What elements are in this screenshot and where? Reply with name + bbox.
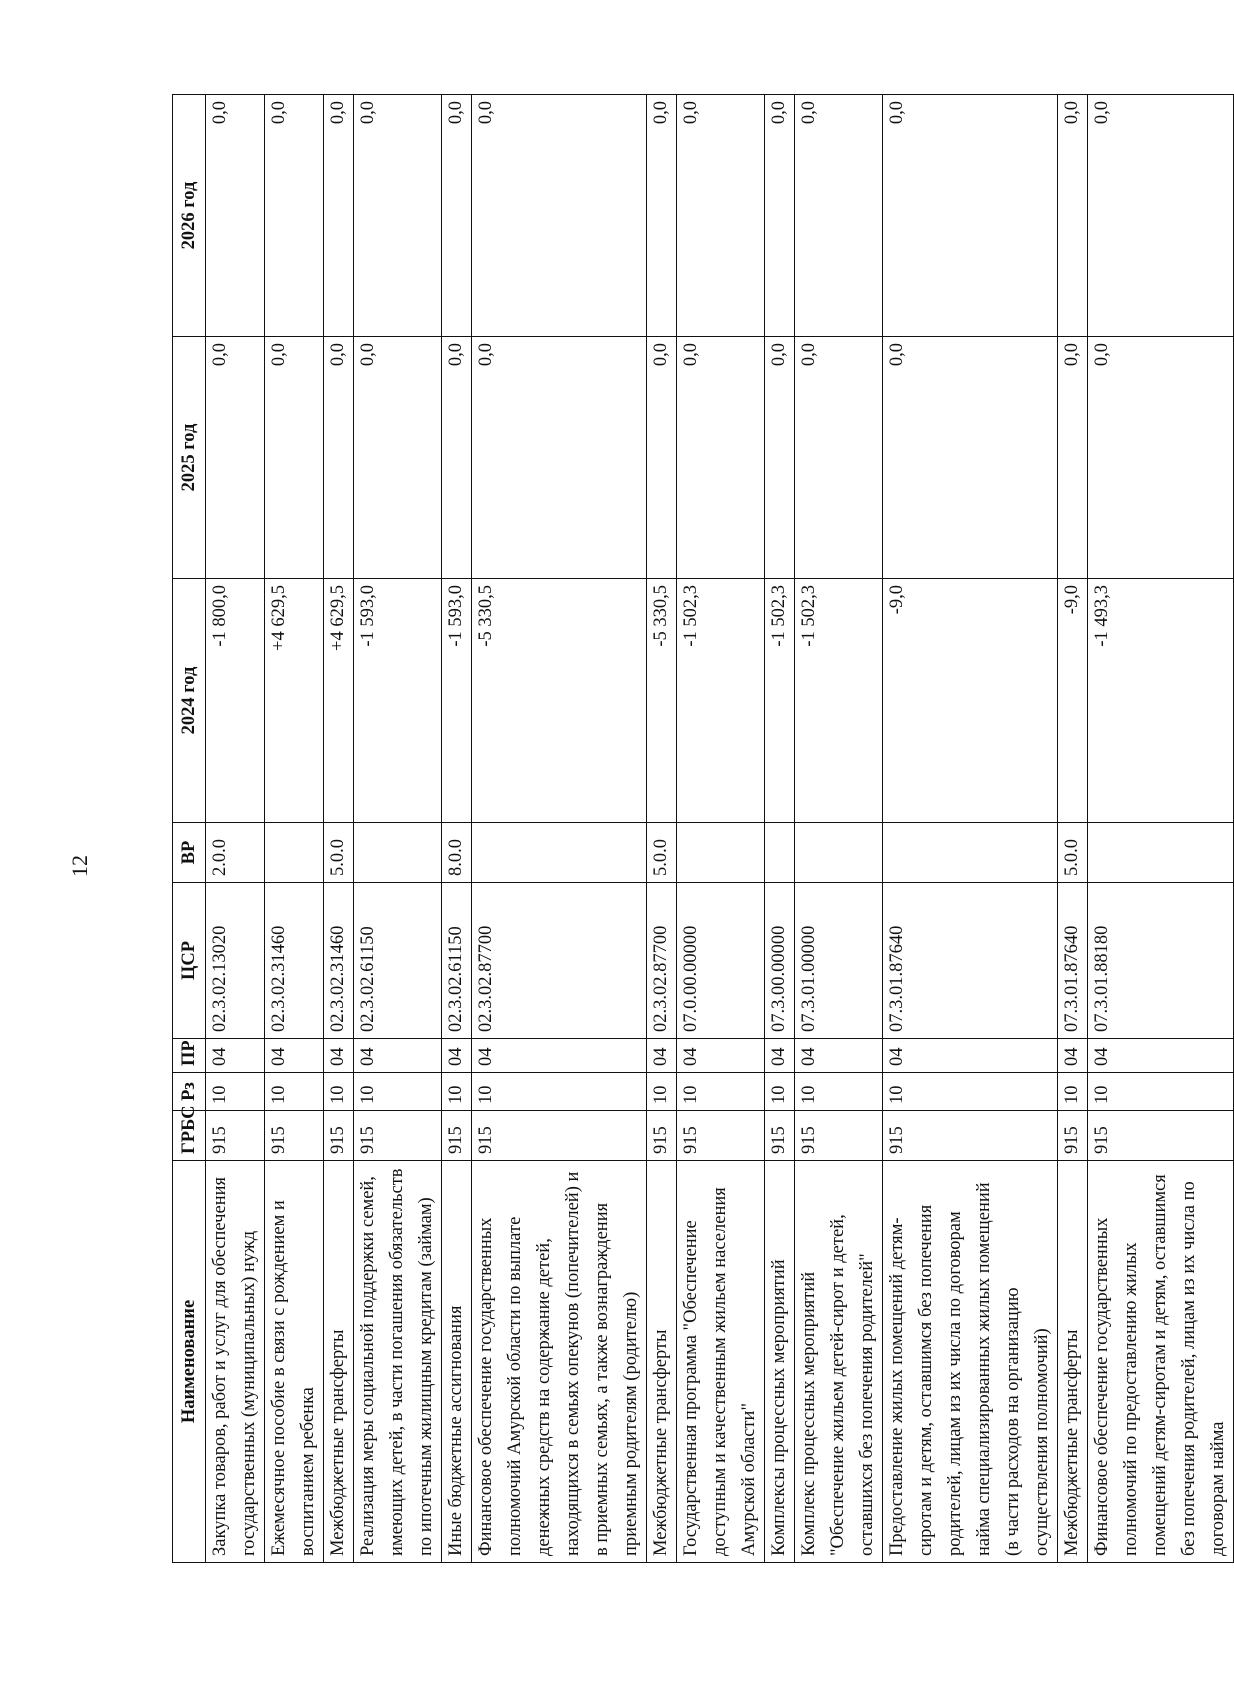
header-2024: 2024 год — [173, 579, 206, 823]
cell-pr: 04 — [765, 1039, 795, 1073]
cell-2024: -1 502,3 — [765, 579, 795, 823]
cell-csr: 02.3.02.31460 — [265, 883, 324, 1039]
cell-2026: 0,0 — [647, 95, 677, 337]
cell-csr: 07.3.01.87640 — [1058, 883, 1088, 1039]
cell-pr: 04 — [1088, 1039, 1234, 1073]
cell-rz: 10 — [883, 1073, 1058, 1111]
header-grbs: ГРБС — [173, 1111, 206, 1161]
cell-2026: 0,0 — [1058, 95, 1088, 337]
table-row — [647, 95, 677, 1563]
cell-vr — [265, 823, 324, 883]
table-row — [206, 95, 265, 1563]
cell-pr: 04 — [677, 1039, 765, 1073]
cell-2026: 0,0 — [206, 95, 265, 337]
cell-vr: 5.0.0 — [1058, 823, 1088, 883]
table-row — [1058, 95, 1088, 1563]
cell-grbs: 915 — [1058, 1111, 1088, 1161]
cell-vr — [1088, 823, 1234, 883]
cell-rz: 10 — [795, 1073, 883, 1111]
cell-name: Предоставление жилых помещений детям-сиротам и детям, оставшимся без попечения родителей, лицам из их числа по договорам найма специализированных жилых помещений (в части расходов на организацию осуществления полномочий) — [883, 1161, 1058, 1563]
table-row — [324, 95, 354, 1563]
cell-rz: 10 — [647, 1073, 677, 1111]
cell-vr — [677, 823, 765, 883]
page-number: 12 — [67, 855, 92, 877]
header-2026: 2026 год — [173, 95, 206, 337]
table-row — [677, 95, 765, 1563]
cell-grbs: 915 — [647, 1111, 677, 1161]
cell-2025: 0,0 — [265, 337, 324, 579]
cell-pr: 04 — [472, 1039, 647, 1073]
cell-2025: 0,0 — [472, 337, 647, 579]
cell-2025: 0,0 — [765, 337, 795, 579]
cell-2024: -9,0 — [883, 579, 1058, 823]
cell-vr — [472, 823, 647, 883]
cell-2024: -1 493,3 — [1088, 579, 1234, 823]
table-header-row — [173, 95, 206, 1563]
table-row — [354, 95, 442, 1563]
cell-2026: 0,0 — [1088, 95, 1234, 337]
cell-grbs: 915 — [324, 1111, 354, 1161]
cell-pr: 04 — [647, 1039, 677, 1073]
table-row — [265, 95, 324, 1563]
header-name: Наименование — [173, 1161, 206, 1563]
cell-vr: 8.0.0 — [442, 823, 472, 883]
cell-name: Финансовое обеспечение государственных полномочий Амурской области по выплате денежных средств на содержание детей, находящихся в семьях опекунов (попечителей) и в приемных семьях, а также вознаграждения приемным родителям (родителю) — [472, 1161, 647, 1563]
cell-rz: 10 — [354, 1073, 442, 1111]
cell-rz: 10 — [324, 1073, 354, 1111]
cell-grbs: 915 — [472, 1111, 647, 1161]
cell-pr: 04 — [354, 1039, 442, 1073]
table-row — [795, 95, 883, 1563]
table-row — [765, 95, 795, 1563]
cell-2025: 0,0 — [883, 337, 1058, 579]
rotated-page-content — [172, 95, 1228, 1563]
cell-name: Межбюджетные трансферты — [647, 1161, 677, 1563]
cell-csr: 07.0.00.00000 — [677, 883, 765, 1039]
cell-pr: 04 — [795, 1039, 883, 1073]
cell-2024: -1 502,3 — [677, 579, 765, 823]
cell-rz: 10 — [677, 1073, 765, 1111]
cell-grbs: 915 — [677, 1111, 765, 1161]
cell-2024: -1 800,0 — [206, 579, 265, 823]
cell-2025: 0,0 — [354, 337, 442, 579]
cell-csr: 02.3.02.61150 — [442, 883, 472, 1039]
cell-vr: 5.0.0 — [647, 823, 677, 883]
cell-name: Комплексы процессных мероприятий — [765, 1161, 795, 1563]
cell-pr: 04 — [442, 1039, 472, 1073]
cell-vr — [765, 823, 795, 883]
cell-2024: +4 629,5 — [324, 579, 354, 823]
cell-csr: 02.3.02.87700 — [647, 883, 677, 1039]
cell-2024: +4 629,5 — [265, 579, 324, 823]
cell-2026: 0,0 — [472, 95, 647, 337]
cell-grbs: 915 — [765, 1111, 795, 1161]
cell-rz: 10 — [472, 1073, 647, 1111]
cell-name: Ежемесячное пособие в связи с рождением и воспитанием ребенка — [265, 1161, 324, 1563]
cell-2025: 0,0 — [1058, 337, 1088, 579]
cell-rz: 10 — [765, 1073, 795, 1111]
cell-2025: 0,0 — [206, 337, 265, 579]
cell-rz: 10 — [1088, 1073, 1234, 1111]
cell-rz: 10 — [265, 1073, 324, 1111]
cell-vr — [354, 823, 442, 883]
cell-2025: 0,0 — [324, 337, 354, 579]
cell-grbs: 915 — [354, 1111, 442, 1161]
cell-grbs: 915 — [206, 1111, 265, 1161]
cell-csr: 02.3.02.61150 — [354, 883, 442, 1039]
cell-2025: 0,0 — [1088, 337, 1234, 579]
header-rz: Рз — [173, 1073, 206, 1111]
cell-name: Межбюджетные трансферты — [1058, 1161, 1088, 1563]
header-pr: ПР — [173, 1039, 206, 1073]
cell-grbs: 915 — [265, 1111, 324, 1161]
header-2025: 2025 год — [173, 337, 206, 579]
cell-name: Межбюджетные трансферты — [324, 1161, 354, 1563]
cell-vr: 5.0.0 — [324, 823, 354, 883]
cell-csr: 07.3.01.00000 — [795, 883, 883, 1039]
cell-vr — [883, 823, 1058, 883]
cell-2026: 0,0 — [265, 95, 324, 337]
table-row — [1088, 95, 1234, 1563]
cell-csr: 07.3.01.87640 — [883, 883, 1058, 1039]
cell-2024: -1 502,3 — [795, 579, 883, 823]
cell-2024: -9,0 — [1058, 579, 1088, 823]
cell-vr — [795, 823, 883, 883]
cell-2026: 0,0 — [765, 95, 795, 337]
cell-2024: -1 593,0 — [354, 579, 442, 823]
cell-name: Государственная программа "Обеспечение доступным и качественным жильем населения Амурской области" — [677, 1161, 765, 1563]
cell-2026: 0,0 — [324, 95, 354, 337]
cell-2024: -5 330,5 — [472, 579, 647, 823]
cell-name: Финансовое обеспечение государственных полномочий по предоставлению жилых помещений детям-сиротам и детям, оставшимся без попечения родителей, лицам из их числа по договорам найма — [1088, 1161, 1234, 1563]
header-csr: ЦСР — [173, 883, 206, 1039]
cell-pr: 04 — [324, 1039, 354, 1073]
budget-table — [172, 94, 1234, 1563]
cell-csr: 02.3.02.87700 — [472, 883, 647, 1039]
cell-2025: 0,0 — [795, 337, 883, 579]
cell-2026: 0,0 — [883, 95, 1058, 337]
cell-2026: 0,0 — [795, 95, 883, 337]
cell-grbs: 915 — [442, 1111, 472, 1161]
table-row — [472, 95, 647, 1563]
cell-pr: 04 — [265, 1039, 324, 1073]
cell-vr: 2.0.0 — [206, 823, 265, 883]
cell-name: Реализация меры социальной поддержки семей, имеющих детей, в части погашения обязательств по ипотечным жилищным кредитам (займам) — [354, 1161, 442, 1563]
cell-2025: 0,0 — [677, 337, 765, 579]
cell-name: Комплекс процессных мероприятий "Обеспечение жильем детей-сирот и детей, оставшихся без попечения родителей" — [795, 1161, 883, 1563]
cell-rz: 10 — [442, 1073, 472, 1111]
cell-2025: 0,0 — [647, 337, 677, 579]
cell-2025: 0,0 — [442, 337, 472, 579]
table-row — [883, 95, 1058, 1563]
cell-2026: 0,0 — [677, 95, 765, 337]
cell-grbs: 915 — [795, 1111, 883, 1161]
cell-pr: 04 — [206, 1039, 265, 1073]
cell-name: Иные бюджетные ассигнования — [442, 1161, 472, 1563]
cell-csr: 07.3.00.00000 — [765, 883, 795, 1039]
cell-grbs: 915 — [883, 1111, 1058, 1161]
cell-csr: 07.3.01.88180 — [1088, 883, 1234, 1039]
cell-pr: 04 — [883, 1039, 1058, 1073]
cell-name: Закупка товаров, работ и услуг для обеспечения государственных (муниципальных) нужд — [206, 1161, 265, 1563]
cell-rz: 10 — [206, 1073, 265, 1111]
cell-2024: -1 593,0 — [442, 579, 472, 823]
cell-2026: 0,0 — [442, 95, 472, 337]
table-row — [442, 95, 472, 1563]
cell-2026: 0,0 — [354, 95, 442, 337]
header-vr: ВР — [173, 823, 206, 883]
cell-csr: 02.3.02.31460 — [324, 883, 354, 1039]
cell-2024: -5 330,5 — [647, 579, 677, 823]
cell-grbs: 915 — [1088, 1111, 1234, 1161]
cell-csr: 02.3.02.13020 — [206, 883, 265, 1039]
cell-rz: 10 — [1058, 1073, 1088, 1111]
cell-pr: 04 — [1058, 1039, 1088, 1073]
